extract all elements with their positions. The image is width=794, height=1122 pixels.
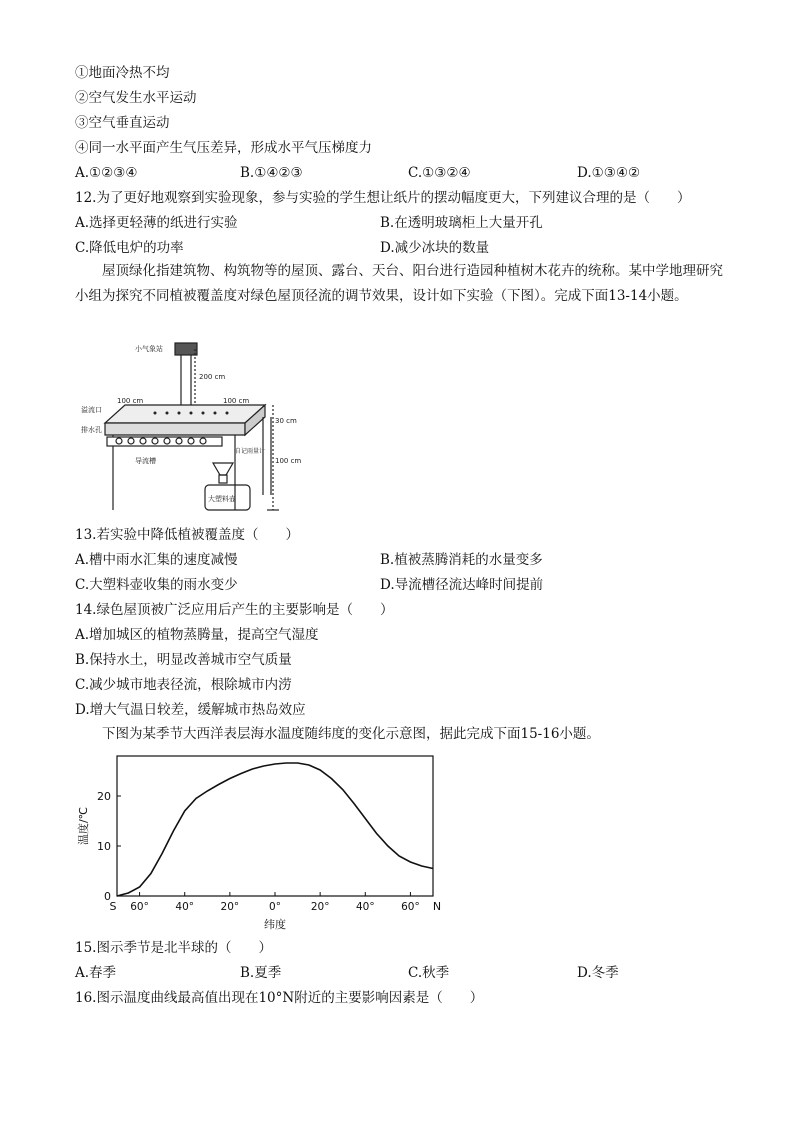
q14-stem: 14.绿色屋顶被广泛应用后产生的主要影响是（ ） (75, 602, 394, 618)
label-100cm-b: 100 cm (223, 397, 250, 405)
q12-option-b: B.在透明玻璃柜上大量开孔 (380, 215, 543, 231)
passage-green-roof: 屋顶绿化指建筑物、构筑物等的屋顶、露台、天台、阳台进行造园种植树木花卉的统称。某中学地理研究小组为探究不同植被覆盖度对绿色屋顶径流的调节效果，设计如下实验（下图）。完成下面13-14小题。 (75, 263, 723, 304)
x-end-label-n: N (432, 900, 442, 913)
q12-option-a: A.选择更轻薄的纸进行实验 (75, 215, 238, 231)
label-30cm: 30 cm (275, 417, 297, 425)
q14-option-d: D.增大气温日较差，缓解城市热岛效应 (75, 702, 306, 718)
x-tick-label: 20° (310, 901, 330, 913)
label-overflow: 溢流口 (81, 406, 102, 414)
q11-item-4: ④同一水平面产生气压差异，形成水平气压梯度力 (75, 140, 372, 156)
q14-option-c: C.减少城市地表径流，根除城市内涝 (75, 677, 292, 693)
q15-option-d: D.冬季 (577, 965, 619, 981)
q13-stem: 13.若实验中降低植被覆盖度（ ） (75, 527, 299, 543)
q16-stem: 16.图示温度曲线最高值出现在10°N附近的主要影响因素是（ ） (75, 990, 484, 1006)
q11-option-a: A.①②③④ (75, 165, 138, 181)
y-axis-label: 温度/℃ (77, 806, 90, 846)
q11-option-c: C.①③②④ (408, 165, 471, 181)
sea-temperature-latitude-chart (75, 750, 455, 935)
plot-frame (117, 756, 433, 896)
q11-option-d: D.①③④② (577, 165, 641, 181)
x-tick-label: 0° (269, 901, 281, 913)
q11-option-b: B.①④②③ (240, 165, 303, 181)
q12-option-d: D.减少冰块的数量 (380, 240, 490, 256)
q12-stem: 12.为了更好地观察到实验现象，参与实验的学生想让纸片的摆动幅度更大，下列建议合理的是（ ） (75, 190, 691, 206)
q14-option-a: A.增加城区的植物蒸腾量，提高空气湿度 (75, 627, 319, 643)
x-tick-label: 40° (175, 901, 195, 913)
y-tick-label: 0 (104, 890, 111, 903)
label-weather-station: 小气象站 (135, 345, 163, 353)
label-rain-gauge: 自记雨量计 (235, 448, 266, 455)
label-200cm: 200 cm (199, 373, 226, 381)
q13-option-a: A.槽中雨水汇集的速度减慢 (75, 552, 238, 568)
q14-option-b: B.保持水土，明显改善城市空气质量 (75, 652, 292, 668)
x-tick-label: 60° (401, 901, 420, 913)
q15-option-c: C.秋季 (408, 965, 450, 981)
q13-option-c: C.大塑料壶收集的雨水变少 (75, 577, 238, 593)
temperature-curve (117, 763, 433, 896)
y-tick-label: 10 (97, 840, 111, 853)
q15-option-a: A.春季 (75, 965, 117, 981)
y-tick-label: 20 (97, 790, 111, 803)
label-100cm-a: 100 cm (117, 397, 144, 405)
x-end-label-s: S (109, 900, 117, 913)
q15-stem: 15.图示季节是北半球的（ ） (75, 940, 272, 956)
x-tick-label: 60° (130, 901, 149, 913)
label-guide-trough: 导流槽 (135, 457, 156, 465)
q15-option-b: B.夏季 (240, 965, 282, 981)
q11-item-1: ①地面冷热不均 (75, 65, 170, 81)
q13-option-d: D.导流槽径流达峰时间提前 (380, 577, 544, 593)
label-drain-hole: 排水孔 (81, 426, 102, 434)
q11-item-3: ③空气垂直运动 (75, 115, 170, 131)
passage-atlantic-temperature: 下图为某季节大西洋表层海水温度随纬度的变化示意图，据此完成下面15-16小题。 (102, 726, 600, 742)
label-plastic-barrel: 大塑料壶 (208, 495, 236, 503)
q13-option-b: B.植被蒸腾消耗的水量变多 (380, 552, 543, 568)
q11-item-2: ②空气发生水平运动 (75, 90, 197, 106)
x-axis-label: 纬度 (264, 918, 286, 931)
q12-option-c: C.降低电炉的功率 (75, 240, 184, 256)
label-100cm-c: 100 cm (275, 457, 302, 465)
x-tick-label: 40° (355, 901, 375, 913)
experiment-apparatus-figure (81, 335, 335, 515)
x-tick-label: 20° (220, 901, 240, 913)
